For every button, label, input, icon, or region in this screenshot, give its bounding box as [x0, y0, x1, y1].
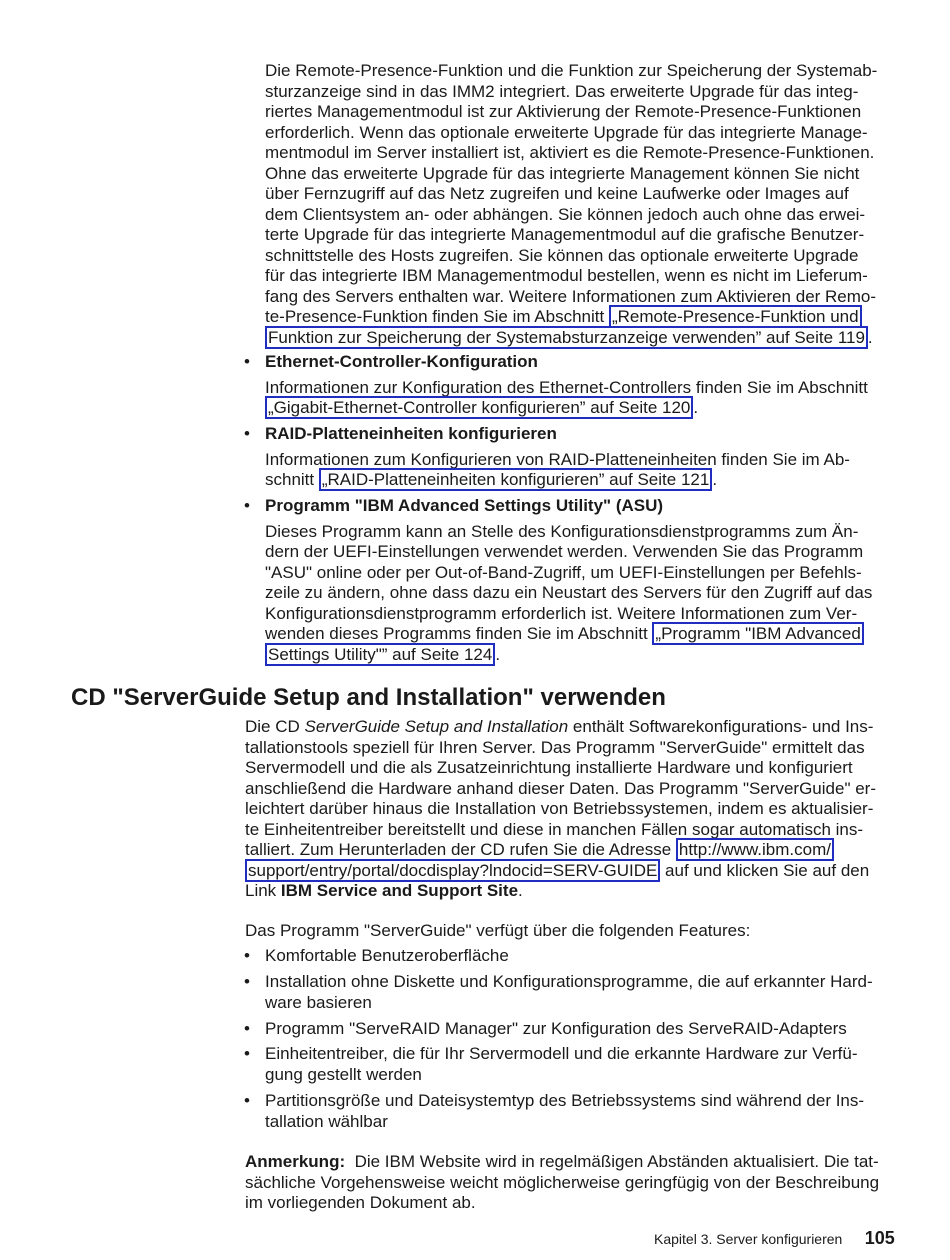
asu-link-part1[interactable]: „Programm "IBM Advanced — [652, 622, 863, 645]
note-label: Anmerkung: — [245, 1152, 346, 1171]
text-line: Dieses Programm kann an Stelle des Konfigurationsdienstprogramms zum Än- — [265, 521, 859, 541]
text-line: Komfortable Benutzeroberfläche — [265, 946, 509, 965]
bullet-symbol: • — [244, 1091, 250, 1110]
bullet-asu — [265, 496, 872, 665]
text-line: ware basieren — [265, 992, 372, 1012]
text-line — [265, 624, 872, 645]
bullet-symbol: • — [244, 496, 250, 515]
text-line: Konfigurationsdienstprogramm erforderlich ist. Weitere Informationen zum Ver- — [265, 603, 858, 623]
text-line: Ohne das erweiterte Upgrade für das integrierte Management können Sie nicht — [265, 163, 860, 183]
text-line — [265, 645, 872, 666]
feature-item — [265, 1091, 864, 1132]
text-line: dem Clientsystem an- oder abhängen. Sie können jedoch auch ohne das erwei- — [265, 204, 866, 224]
bullet-symbol: • — [244, 424, 250, 443]
text-line: erforderlich. Wenn das optionale erweiterte Upgrade für das integrierte Manage- — [265, 122, 868, 142]
text-fragment: Die IBM Website wird in regelmäßigen Abständen aktualisiert. Die tat- — [345, 1152, 879, 1171]
text-line: Informationen zur Konfiguration des Ethernet-Controllers finden Sie im Abschnitt — [265, 377, 868, 397]
text-line — [245, 717, 876, 738]
raid-link[interactable]: „RAID-Platteneinheiten konfigurieren” auf Seite 121 — [319, 468, 712, 491]
text-line: Informationen zum Konfigurieren von RAID-Platteneinheiten finden Sie im Ab- — [265, 449, 850, 469]
text-fragment: schnitt — [265, 470, 319, 489]
text-line: für das integrierte IBM Managementmodul bestellen, wenn es nicht im Lieferum- — [265, 266, 868, 285]
cd-title: ServerGuide Setup and Installation — [304, 717, 569, 736]
text-line — [265, 307, 877, 328]
text-line: gung gestellt werden — [265, 1064, 422, 1084]
text-line: Servermodell und die als Zusatzeinrichtung installierte Hardware und konfiguriert — [245, 758, 853, 777]
text-line — [245, 1152, 879, 1173]
feature-item — [265, 1044, 857, 1085]
ibm-url-link-part1[interactable]: http://www.ibm.com/ — [676, 838, 834, 861]
text-line: Die Remote-Presence-Funktion und die Funktion zur Speicherung der Systemab- — [265, 61, 878, 80]
bullet-symbol: • — [244, 352, 250, 371]
remote-presence-link-part2[interactable]: Funktion zur Speicherung der Systemabsturzanzeige verwenden” auf Seite 119 — [265, 326, 868, 349]
bullet-symbol: • — [244, 946, 250, 965]
text-line — [265, 470, 850, 491]
gigabit-ethernet-link[interactable]: „Gigabit-Ethernet-Controller konfigurieren” auf Seite 120 — [265, 396, 693, 419]
remote-presence-link-part1[interactable]: „Remote-Presence-Funktion und — [609, 305, 862, 328]
text-line — [265, 398, 868, 419]
support-site-name: IBM Service and Support Site — [280, 881, 519, 900]
note — [245, 1152, 879, 1214]
text-line: "ASU" online oder per Out-of-Band-Zugriff, um UEFI-Einstellungen per Befehls- — [265, 562, 862, 582]
text-line: Programm "ServeRAID Manager" zur Konfiguration des ServeRAID-Adapters — [265, 1019, 847, 1038]
text-line: mentmodul im Server installiert ist, aktiviert es die Remote-Presence-Funktionen. — [265, 143, 875, 162]
text-line: tallation wählbar — [265, 1111, 388, 1131]
feature-item — [265, 946, 509, 967]
text-fragment: talliert. Zum Herunterladen der CD rufen Sie die Adresse — [245, 840, 676, 859]
text-fragment: . — [712, 470, 718, 489]
text-fragment: Die CD — [245, 717, 305, 736]
text-fragment: wenden dieses Programms finden Sie im Abschnitt — [265, 624, 653, 643]
text-fragment: enthält Softwarekonfigurations- und Ins- — [568, 717, 874, 736]
text-line — [265, 328, 877, 349]
text-line: Einheitentreiber, die für Ihr Servermodell und die erkannte Hardware zur Verfü- — [265, 1044, 858, 1063]
text-fragment: te-Presence-Funktion finden Sie im Abschnitt — [265, 307, 609, 326]
text-line: Installation ohne Diskette und Konfigurationsprogramme, die auf erkannter Hard- — [265, 972, 873, 991]
text-line: über Fernzugriff auf das Netz zugreifen und keine Laufwerke oder Images auf — [265, 184, 849, 203]
page-number: 105 — [864, 1228, 895, 1248]
text-fragment: . — [518, 881, 523, 900]
feature-item — [265, 1019, 847, 1040]
text-line: zeile zu ändern, ohne dass dazu ein Neustart des Servers für den Zugriff auf das — [265, 583, 873, 602]
bullet-symbol: • — [244, 1044, 250, 1063]
section-heading: CD "ServerGuide Setup and Installation" verwenden — [71, 684, 666, 711]
page-footer — [654, 1228, 895, 1249]
text-line: riertes Managementmodul ist zur Aktivierung der Remote-Presence-Funktionen — [265, 102, 862, 121]
text-fragment: Link — [245, 881, 281, 900]
bullet-symbol: • — [244, 972, 250, 991]
bullet-heading: Ethernet-Controller-Konfiguration — [265, 352, 538, 371]
text-line: tallationstools speziell für Ihren Server. Das Programm "ServerGuide" ermittelt das — [245, 737, 865, 757]
text-line — [245, 861, 876, 882]
intro-paragraph — [265, 61, 877, 348]
bullet-heading: Programm "IBM Advanced Settings Utility" (ASU) — [265, 496, 664, 515]
chapter-title: Kapitel 3. Server konfigurieren — [654, 1231, 843, 1247]
feature-item — [265, 972, 873, 1013]
text-line: im vorliegenden Dokument ab. — [245, 1193, 476, 1212]
text-line: fang des Servers enthalten war. Weitere Informationen zum Aktivieren der Remo- — [265, 286, 877, 306]
text-line — [245, 881, 876, 902]
text-line — [245, 840, 876, 861]
text-line: dern der UEFI-Einstellungen verwendet werden. Verwenden Sie das Programm — [265, 542, 864, 561]
section-paragraph — [245, 717, 876, 902]
text-fragment: . — [495, 644, 501, 664]
bullet-ethernet — [265, 352, 868, 419]
text-line: Partitionsgröße und Dateisystemtyp des Betriebssystems sind während der Ins- — [265, 1091, 865, 1110]
bullet-symbol: • — [244, 1019, 250, 1038]
ibm-url-link-part2[interactable]: support/entry/portal/docdisplay?lndocid=SERV-GUIDE — [245, 859, 660, 882]
text-line: te Einheitentreiber bereitstellt und diese in manchen Fällen sogar automatisch ins- — [245, 819, 864, 839]
asu-link-part2[interactable]: Settings Utility"” auf Seite 124 — [265, 643, 495, 666]
text-line: sturzanzeige sind in das IMM2 integriert. Das erweiterte Upgrade für das integ- — [265, 81, 859, 101]
text-line: sächliche Vorgehensweise weicht möglicherweise geringfügig von der Beschreibung — [245, 1172, 880, 1192]
bullet-heading: RAID-Platteneinheiten konfigurieren — [265, 424, 557, 443]
text-line: terte Upgrade für das integrierte Managementmodul auf die grafische Benutzer- — [265, 225, 865, 244]
text-fragment: auf und klicken Sie auf den — [660, 860, 870, 880]
features-intro — [245, 921, 750, 942]
text-line: leichtert darüber hinaus die Installation von Betriebssystemen, indem es aktualisier- — [245, 799, 874, 818]
text-line: anschließend die Hardware anhand dieser Daten. Das Programm "ServerGuide" er- — [245, 778, 876, 798]
text-line: Das Programm "ServerGuide" verfügt über die folgenden Features: — [245, 921, 751, 940]
bullet-raid — [265, 424, 850, 491]
text-line: schnittstelle des Hosts zugreifen. Sie können das optionale erweiterte Upgrade — [265, 245, 859, 265]
text-fragment: . — [693, 398, 699, 417]
text-fragment: . — [867, 327, 873, 347]
